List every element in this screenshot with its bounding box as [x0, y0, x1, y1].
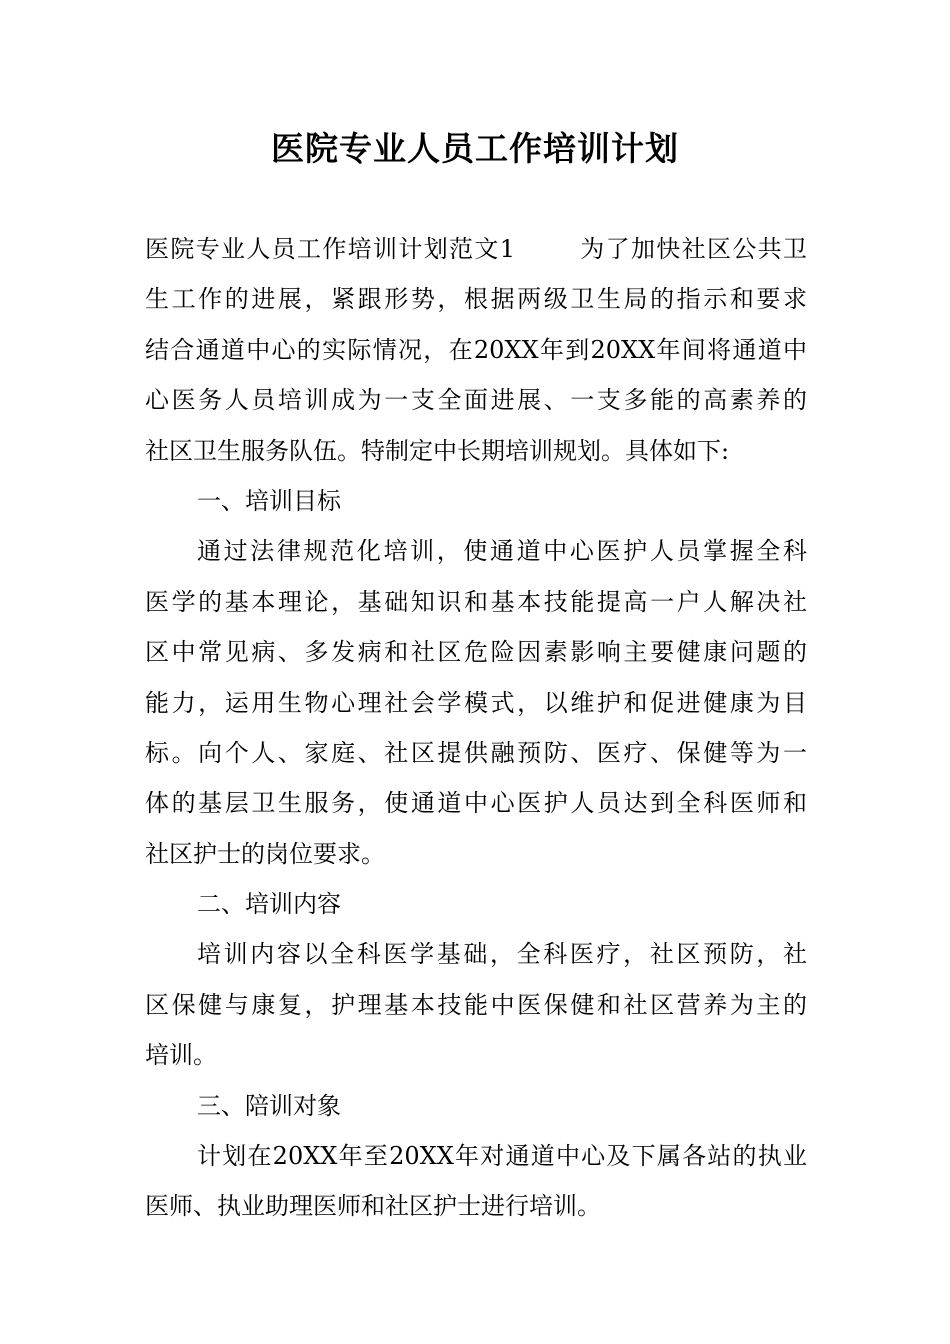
goals-line-6: 体的基层卫生服务，使通道中心医护人员达到全科医师和	[145, 789, 807, 818]
goals-line-1: 通过法律规范化培训，使通道中心医护人员掌握全科	[197, 537, 807, 566]
content-line-1: 培训内容以全科医学基础，全科医疗，社区预防，社	[197, 940, 807, 969]
content-line-3: 培训。	[145, 1041, 217, 1070]
goals-line-5: 标。向个人、家庭、社区提供融预防、医疗、保健等为一	[145, 738, 807, 767]
section-heading-goals: 一、培训目标	[197, 486, 341, 515]
goals-line-2: 医学的基本理论，基础知识和基本技能提高一户人解决社	[145, 587, 807, 616]
trainees-line-2: 医师、执业助理医师和社区护士进行培训。	[145, 1192, 601, 1221]
intro-line-1	[145, 224, 807, 274]
document-title: 医院专业人员工作培训计划	[271, 129, 679, 168]
trainees-line-1: 计划在20XX年至20XX年对通道中心及下属各站的执业	[197, 1142, 807, 1171]
intro-line-4: 心医务人员培训成为一支全面进展、一支多能的高素养的	[145, 386, 807, 415]
intro-line-3: 结合通道中心的实际情况，在20XX年到20XX年间将通道中	[145, 335, 807, 364]
goals-line-3: 区中常见病、多发病和社区危险因素影响主要健康问题的	[145, 638, 807, 667]
content-line-2: 区保健与康复，护理基本技能中医保健和社区营养为主的	[145, 990, 807, 1019]
goals-line-7: 社区护士的岗位要求。	[145, 839, 385, 868]
intro-line-5: 社区卫生服务队伍。特制定中长期培训规划。具体如下:	[145, 436, 730, 465]
section-heading-trainees: 三、陪训对象	[197, 1091, 341, 1120]
section-heading-content: 二、培训内容	[197, 890, 341, 919]
intro-text-start: 为了加快社区公共卫	[578, 235, 807, 263]
intro-line-2: 生工作的进展，紧跟形势，根据两级卫生局的指示和要求	[145, 285, 807, 314]
document-body	[145, 224, 807, 1232]
intro-subtitle: 医院专业人员工作培训计划范文1	[145, 235, 515, 263]
goals-line-4: 能力，运用生物心理社会学模式，以维护和促进健康为目	[145, 688, 807, 717]
